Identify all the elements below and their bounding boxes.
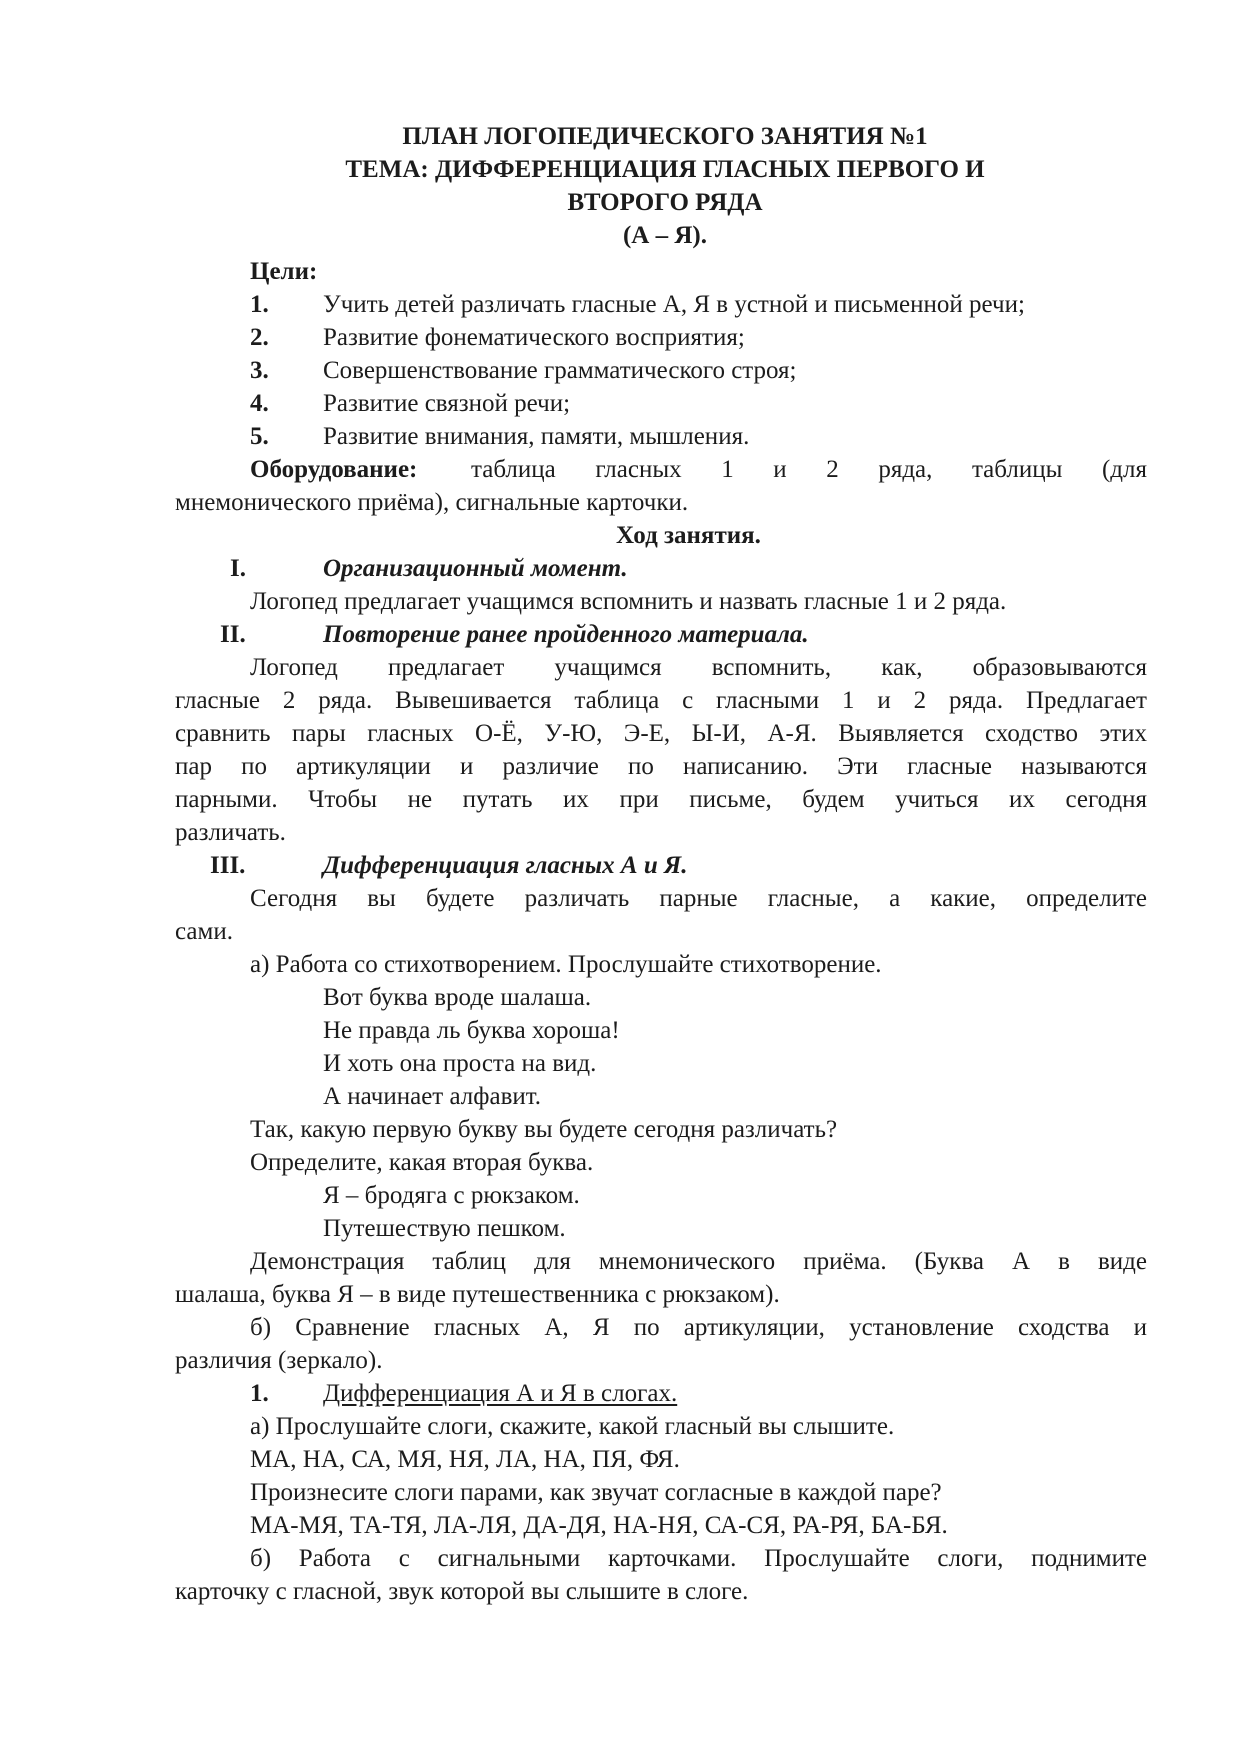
section-roman: III. xyxy=(210,852,246,879)
paragraph-line: б) Работа с сигнальными карточками. Прослушайте слоги, поднимите xyxy=(250,1545,1147,1572)
paragraph-line: Логопед предлагает учащимся вспомнить, как, образовываются xyxy=(250,654,1147,681)
equipment-label: Оборудование: xyxy=(250,456,418,483)
question-line: Так, какую первую букву вы будете сегодня различать? xyxy=(250,1116,838,1143)
paragraph-line: сами. xyxy=(175,918,233,945)
poem-intro: а) Работа со стихотворением. Прослушайте стихотворение. xyxy=(250,951,882,978)
goal-text: Развитие фонематического восприятия; xyxy=(323,324,745,351)
syllables-line: МА, НА, СА, МЯ, НЯ, ЛА, НА, ПЯ, ФЯ. xyxy=(250,1446,680,1473)
goal-number: 1. xyxy=(250,291,269,318)
syllables-line: МА-МЯ, ТА-ТЯ, ЛА-ЛЯ, ДА-ДЯ, НА-НЯ, СА-СЯ, РА-РЯ, БА-БЯ. xyxy=(250,1512,948,1539)
paragraph-line: Сегодня вы будете различать парные гласные, а какие, определите xyxy=(250,885,1147,912)
goal-text: Учить детей различать гласные А, Я в устной и письменной речи; xyxy=(323,291,1025,318)
section-title: Организационный момент. xyxy=(323,555,628,582)
section-title: Дифференциация гласных А и Я. xyxy=(323,852,688,879)
subsection-number: 1. xyxy=(250,1380,269,1407)
doc-title-line1: ПЛАН ЛОГОПЕДИЧЕСКОГО ЗАНЯТИЯ №1 xyxy=(402,123,928,150)
goal-text: Развитие внимания, памяти, мышления. xyxy=(323,423,750,450)
poem-line: Не правда ль буква хороша! xyxy=(323,1017,620,1044)
section-text: Логопед предлагает учащимся вспомнить и назвать гласные 1 и 2 ряда. xyxy=(250,588,1007,615)
course-heading: Ход занятия. xyxy=(616,522,761,549)
doc-title-line3: ВТОРОГО РЯДА xyxy=(567,189,763,216)
equipment-text-2: мнемонического приёма), сигнальные карточки. xyxy=(175,489,689,516)
instruction-line: Произнесите слоги парами, как звучат согласные в каждой паре? xyxy=(250,1479,942,1506)
goal-text: Развитие связной речи; xyxy=(323,390,571,417)
poem-line: Вот буква вроде шалаша. xyxy=(323,984,592,1011)
poem-line: Я – бродяга с рюкзаком. xyxy=(323,1182,580,1209)
paragraph-line: карточку с гласной, звук которой вы слышите в слоге. xyxy=(175,1578,749,1605)
paragraph-line: пар по артикуляции и различие по написанию. Эти гласные называются xyxy=(175,753,1147,780)
subsection-title: Дифференциация А и Я в слогах. xyxy=(323,1380,678,1407)
paragraph-line: Демонстрация таблиц для мнемонического приёма. (Буква А в виде xyxy=(250,1248,1147,1275)
paragraph-line: гласные 2 ряда. Вывешивается таблица с гласными 1 и 2 ряда. Предлагает xyxy=(175,687,1147,714)
question-line: Определите, какая вторая буква. xyxy=(250,1149,594,1176)
paragraph-line: сравнить пары гласных О-Ё, У-Ю, Э-Е, Ы-И, А-Я. Выявляется сходство этих xyxy=(175,720,1147,747)
instruction-line: а) Прослушайте слоги, скажите, какой гласный вы слышите. xyxy=(250,1413,895,1440)
poem-line: Путешествую пешком. xyxy=(323,1215,566,1242)
goal-number: 4. xyxy=(250,390,269,417)
paragraph-line: различия (зеркало). xyxy=(175,1347,383,1374)
poem-line: А начинает алфавит. xyxy=(323,1083,542,1110)
equipment-text-1 xyxy=(471,453,1147,487)
equipment-line xyxy=(250,453,1147,487)
paragraph-line: б) Сравнение гласных А, Я по артикуляции, установление сходства и xyxy=(250,1314,1147,1341)
goals-heading: Цели: xyxy=(250,258,318,285)
section-roman: I. xyxy=(230,555,246,582)
paragraph-line: различать. xyxy=(175,819,286,846)
section-title: Повторение ранее пройденного материала. xyxy=(323,621,809,648)
equipment-text-1-content: таблица гласных 1 и 2 ряда, таблицы (для xyxy=(471,456,1147,483)
doc-title-line4: (А – Я). xyxy=(622,222,707,249)
goal-number: 5. xyxy=(250,423,269,450)
poem-line: И хоть она проста на вид. xyxy=(323,1050,597,1077)
doc-title-line2: ТЕМА: ДИФФЕРЕНЦИАЦИЯ ГЛАСНЫХ ПЕРВОГО И xyxy=(345,156,985,183)
section-roman: II. xyxy=(220,621,246,648)
goal-text: Совершенствование грамматического строя; xyxy=(323,357,797,384)
paragraph-line: шалаша, буква Я – в виде путешественника с рюкзаком). xyxy=(175,1281,780,1308)
goal-number: 3. xyxy=(250,357,269,384)
goal-number: 2. xyxy=(250,324,269,351)
paragraph-line: парными. Чтобы не путать их при письме, будем учиться их сегодня xyxy=(175,786,1147,813)
